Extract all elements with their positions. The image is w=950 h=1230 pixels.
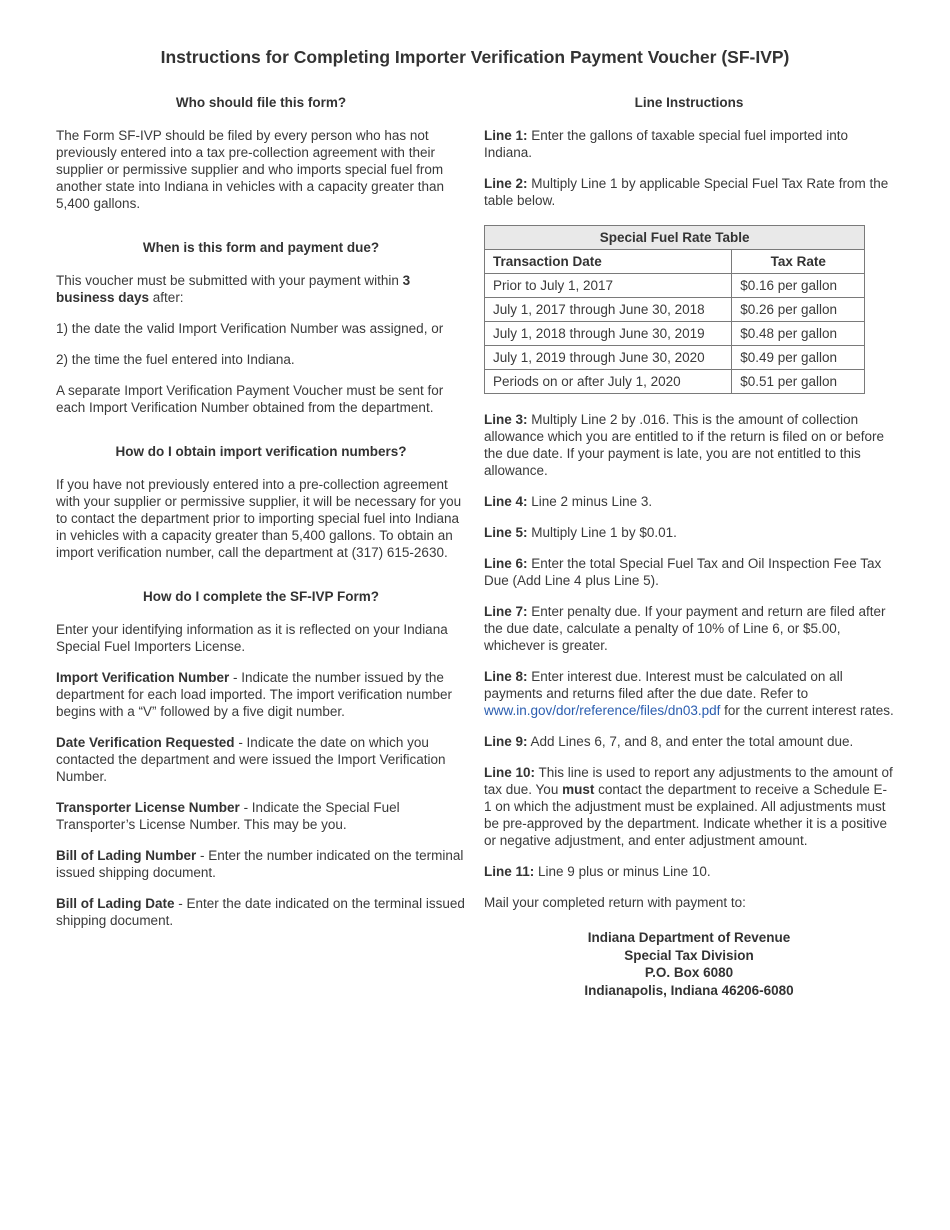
para-who-should-file: The Form SF-IVP should be filed by every person who has not previously entered into a tax pre-collection agreement with their supplier or permissive supplier and who imports special fuel from another state into Indiana in vehicles with a capacity greater than 5,400 gallons. bbox=[56, 128, 444, 212]
line-text: Line 2 minus Line 3. bbox=[527, 494, 653, 510]
text-run: after: bbox=[149, 290, 184, 306]
transaction-date-cell: July 1, 2017 through June 30, 2018 bbox=[485, 298, 732, 322]
line-10-instruction bbox=[484, 764, 894, 849]
address-line-4: Indianapolis, Indiana 46206-6080 bbox=[584, 982, 794, 998]
tax-rate-cell: $0.48 per gallon bbox=[732, 322, 865, 346]
address-line-3: P.O. Box 6080 bbox=[644, 965, 734, 981]
term-label: Import Verification Number bbox=[56, 670, 230, 686]
list-item-2: 2) the time the fuel entered into Indiana. bbox=[56, 352, 295, 368]
table-row bbox=[485, 298, 865, 322]
two-column-layout bbox=[56, 94, 894, 999]
line-4-instruction bbox=[484, 493, 894, 510]
term-bill-of-lading-date bbox=[56, 895, 466, 929]
tax-rate-cell: $0.16 per gallon bbox=[732, 274, 865, 298]
line-7-instruction bbox=[484, 603, 894, 654]
line-text: Enter the total Special Fuel Tax and Oil Inspection Fee Tax Due (Add Line 4 plus Line 5). bbox=[484, 556, 882, 589]
tax-rate-cell: $0.51 per gallon bbox=[732, 370, 865, 394]
line-label: Line 8: bbox=[484, 669, 528, 685]
line-text: Multiply Line 2 by .016. This is the amount of collection allowance which you are entitled to if the return is filed on or before the due date. If your payment is late, you are not entitled to this allowance. bbox=[484, 412, 884, 479]
line-text: for the current interest rates. bbox=[720, 703, 894, 719]
address-line-1: Indiana Department of Revenue bbox=[587, 930, 791, 946]
line-text: Multiply Line 1 by applicable Special Fuel Tax Rate from the table below. bbox=[484, 176, 889, 209]
right-column bbox=[484, 94, 894, 999]
heading-who-should-file: Who should file this form? bbox=[175, 95, 347, 111]
term-label: Bill of Lading Date bbox=[56, 896, 175, 912]
line-label: Line 9: bbox=[484, 734, 528, 750]
tax-rate-cell: $0.26 per gallon bbox=[732, 298, 865, 322]
line-label: Line 6: bbox=[484, 556, 528, 572]
line-5-instruction bbox=[484, 524, 894, 541]
line-8-instruction bbox=[484, 668, 894, 719]
column-header-transaction-date: Transaction Date bbox=[485, 250, 732, 274]
transaction-date-cell: Prior to July 1, 2017 bbox=[485, 274, 732, 298]
term-label: Date Verification Requested bbox=[56, 735, 235, 751]
line-text: Add Lines 6, 7, and 8, and enter the total amount due. bbox=[527, 734, 854, 750]
bold-run: 3 business days bbox=[56, 273, 411, 306]
line-label: Line 2: bbox=[484, 176, 528, 192]
term-text: - Indicate the date on which you contacted the department and were issued the Import Verification Number. bbox=[56, 735, 446, 785]
line-label: Line 7: bbox=[484, 604, 528, 620]
line-6-instruction bbox=[484, 555, 894, 589]
para-separate-voucher: A separate Import Verification Payment Voucher must be sent for each Import Verification Number obtained from the department. bbox=[56, 383, 444, 416]
term-label: Bill of Lading Number bbox=[56, 848, 197, 864]
para-complete-form: Enter your identifying information as it is reflected on your Indiana Special Fuel Importers License. bbox=[56, 622, 448, 655]
term-text: - Indicate the Special Fuel Transporter’s License Number. This may be you. bbox=[56, 800, 400, 833]
line-1-instruction bbox=[484, 127, 894, 161]
heading-obtain-numbers: How do I obtain import verification numbers? bbox=[115, 444, 407, 460]
term-text: - Enter the number indicated on the terminal issued shipping document. bbox=[56, 848, 464, 881]
line-text: Enter penalty due. If your payment and return are filed after the due date, calculate a penalty of 10% of Line 6, or $5.00, whichever is greater. bbox=[484, 604, 886, 654]
line-text: Enter interest due. Interest must be calculated on all payments and returns filed after the due date. Refer to bbox=[484, 669, 843, 702]
mailing-address bbox=[484, 929, 894, 999]
table-title: Special Fuel Rate Table bbox=[485, 226, 865, 250]
text-run: This voucher must be submitted with your payment within bbox=[56, 273, 403, 289]
line-9-instruction bbox=[484, 733, 894, 750]
heading-complete-form: How do I complete the SF-IVP Form? bbox=[142, 589, 380, 605]
line-label: Line 1: bbox=[484, 128, 528, 144]
address-line-2: Special Tax Division bbox=[624, 947, 754, 963]
bold-run: must bbox=[562, 782, 595, 798]
term-transporter-license-number bbox=[56, 799, 466, 833]
para-when-due bbox=[56, 272, 466, 306]
list-item-1: 1) the date the valid Import Verification Number was assigned, or bbox=[56, 321, 444, 337]
table-title-row bbox=[485, 226, 865, 250]
line-3-instruction bbox=[484, 411, 894, 479]
left-column bbox=[56, 94, 466, 943]
mail-intro: Mail your completed return with payment to: bbox=[484, 895, 746, 911]
line-text: Enter the gallons of taxable special fuel imported into Indiana. bbox=[484, 128, 848, 161]
line-label: Line 4: bbox=[484, 494, 528, 510]
term-bill-of-lading-number bbox=[56, 847, 466, 881]
line-text: contact the department to receive a Schedule E-1 on which the adjustment must be explained. All adjustments must be pre-approved by the department. Indicate whether it is a positive or negative adjustment, and enter adjustment amount. bbox=[484, 782, 888, 849]
table-header-row bbox=[485, 250, 865, 274]
column-header-tax-rate: Tax Rate bbox=[732, 250, 865, 274]
transaction-date-cell: Periods on or after July 1, 2020 bbox=[485, 370, 732, 394]
line-label: Line 11: bbox=[484, 864, 535, 880]
special-fuel-rate-table bbox=[484, 225, 865, 394]
para-obtain-numbers: If you have not previously entered into a pre-collection agreement with your supplier or permissive supplier, it will be necessary for you to contact the department prior to importing special fuel into Indiana in vehicles with a capacity greater than 5,400 gallons. To obtain an import verification number, call the department at (317) 615-2630. bbox=[56, 477, 462, 561]
line-11-instruction bbox=[484, 863, 894, 880]
term-label: Transporter License Number bbox=[56, 800, 240, 816]
term-date-verification-requested bbox=[56, 734, 466, 785]
tax-rate-cell: $0.49 per gallon bbox=[732, 346, 865, 370]
interest-rates-link[interactable]: www.in.gov/dor/reference/files/dn03.pdf bbox=[484, 703, 721, 719]
term-text: - Enter the date indicated on the terminal issued shipping document. bbox=[56, 896, 465, 929]
table-row bbox=[485, 322, 865, 346]
page-title: Instructions for Completing Importer Verification Payment Voucher (SF-IVP) bbox=[160, 47, 790, 67]
transaction-date-cell: July 1, 2019 through June 30, 2020 bbox=[485, 346, 732, 370]
line-2-instruction bbox=[484, 175, 894, 209]
heading-line-instructions: Line Instructions bbox=[634, 95, 744, 111]
heading-when-due: When is this form and payment due? bbox=[142, 240, 380, 256]
line-text: This line is used to report any adjustments to the amount of tax due. You bbox=[484, 765, 893, 798]
term-text: - Indicate the number issued by the department for each load imported. The import verification number begins with a “V” followed by a five digit number. bbox=[56, 670, 452, 720]
table-row bbox=[485, 346, 865, 370]
transaction-date-cell: July 1, 2018 through June 30, 2019 bbox=[485, 322, 732, 346]
table-row bbox=[485, 370, 865, 394]
line-text: Multiply Line 1 by $0.01. bbox=[527, 525, 677, 541]
table-row bbox=[485, 274, 865, 298]
line-label: Line 5: bbox=[484, 525, 528, 541]
term-import-verification-number bbox=[56, 669, 466, 720]
line-label: Line 10: bbox=[484, 765, 536, 781]
line-label: Line 3: bbox=[484, 412, 528, 428]
line-text: Line 9 plus or minus Line 10. bbox=[534, 864, 711, 880]
